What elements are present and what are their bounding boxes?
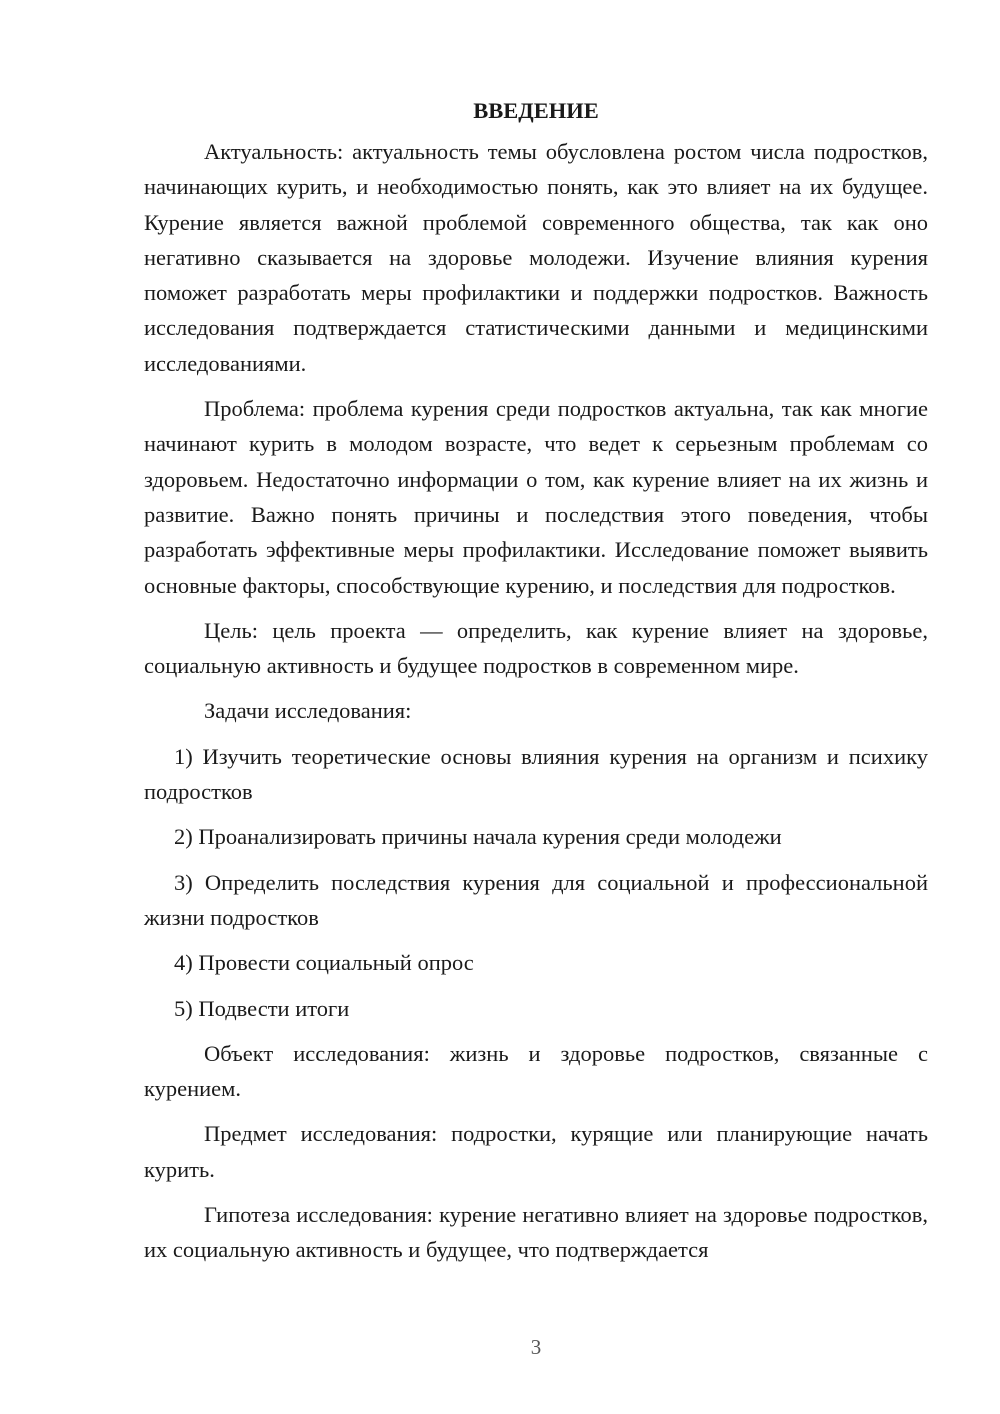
problem-paragraph: Проблема: проблема курения среди подростков актуальна, так как многие начинают курить в молодом возрасте, что ведет к серьезным проблемам со здоровьем. Недостаточно информации о том, как курение влияет на их жизнь и развитие. Важно понять причины и последствия этого поведения, чтобы разработать эффективные меры профилактики. Исследование поможет выявить основные факторы, способствующие курению, и последствия для подростков. [144,396,928,598]
subject-paragraph: Предмет исследования: подростки, курящие или планирующие начать курить. [144,1121,928,1182]
section-heading: ВВЕДЕНИЕ [473,98,599,123]
hypothesis-paragraph: Гипотеза исследования: курение негативно влияет на здоровье подростков, их социальную активность и будущее, что подтверждается [144,1202,928,1263]
page-number: 3 [530,1335,542,1359]
task-item-5: 5) Подвести итоги [174,995,350,1021]
task-item-1: 1) Изучить теоретические основы влияния курения на организм и психику подростков [144,743,928,805]
tasks-heading: Задачи исследования: [204,698,412,724]
task-item-2: 2) Проанализировать причины начала курения среди молодежи [174,824,782,850]
task-item-3: 3) Определить последствия курения для социальной и профессиональной жизни подростков [144,869,928,930]
object-paragraph: Объект исследования: жизнь и здоровье подростков, связанные с курением. [144,1040,928,1102]
relevance-paragraph: Актуальность: актуальность темы обусловлена ростом числа подростков, начинающих курить, и необходимостью понять, как это влияет на их будущее. Курение является важной проблемой современного общества, так как оно негативно сказывается на здоровье молодежи. Изучение влияния курения поможет разработать меры профилактики и поддержки подростков. Важность исследования подтверждается статистическими данными и медицинскими исследованиями. [144,139,928,376]
task-item-4: 4) Провести социальный опрос [174,950,474,976]
page-content [144,93,928,1268]
goal-paragraph: Цель: цель проекта — определить, как курение влияет на здоровье, социальную активность и будущее подростков в современном мире. [144,617,928,679]
